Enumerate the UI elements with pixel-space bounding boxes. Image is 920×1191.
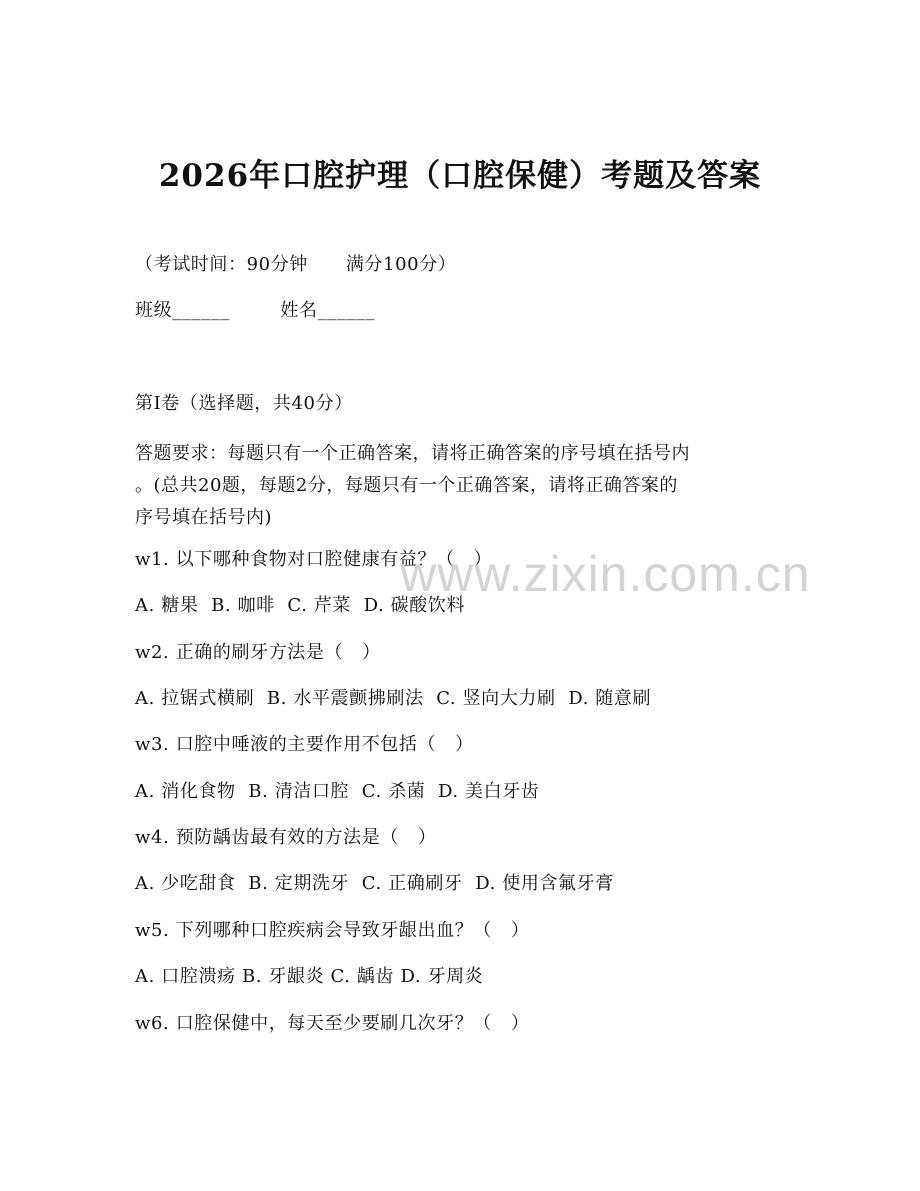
question-3-options: A. 消化食物 B. 清洁口腔 C. 杀菌 D. 美白牙齿 bbox=[135, 781, 540, 802]
exam-info: （考试时间：90分钟 满分100分） bbox=[135, 254, 457, 275]
watermark: www.zixin.com.cn bbox=[400, 546, 811, 602]
question-2: w2. 正确的刷牙方法是（ ） bbox=[135, 642, 381, 663]
answer-requirements bbox=[135, 438, 775, 534]
question-5: w5. 下列哪种口腔疾病会导致牙龈出血？（ ） bbox=[135, 920, 530, 941]
question-1-options: A. 糖果 B. 咖啡 C. 芹菜 D. 碳酸饮料 bbox=[135, 595, 466, 616]
question-3: w3. 口腔中唾液的主要作用不包括（ ） bbox=[135, 734, 474, 755]
question-4-options: A. 少吃甜食 B. 定期洗牙 C. 正确刷牙 D. 使用含氟牙膏 bbox=[135, 873, 614, 894]
requirement-line: 序号填在括号内) bbox=[135, 507, 273, 528]
requirement-line: 答题要求：每题只有一个正确答案，请将正确答案的序号填在括号内 bbox=[135, 443, 690, 464]
question-6: w6. 口腔保健中，每天至少要刷几次牙？（ ） bbox=[135, 1013, 530, 1034]
question-1: w1. 以下哪种食物对口腔健康有益？（ ） bbox=[135, 549, 493, 570]
requirement-line: 。(总共20题，每题2分，每题只有一个正确答案，请将正确答案的 bbox=[135, 475, 678, 496]
section-title: 第Ⅰ卷（选择题，共40分） bbox=[135, 393, 353, 414]
document-title: 2026年口腔护理（口腔保健）考题及答案 bbox=[158, 158, 762, 194]
class-name-line: 班级______ 姓名______ bbox=[135, 300, 376, 321]
question-4: w4. 预防龋齿最有效的方法是（ ） bbox=[135, 827, 437, 848]
question-2-options: A. 拉锯式横刷 B. 水平震颤拂刷法 C. 竖向大力刷 D. 随意刷 bbox=[135, 688, 652, 709]
question-5-options: A. 口腔溃疡 B. 牙龈炎 C. 龋齿 D. 牙周炎 bbox=[135, 966, 484, 987]
